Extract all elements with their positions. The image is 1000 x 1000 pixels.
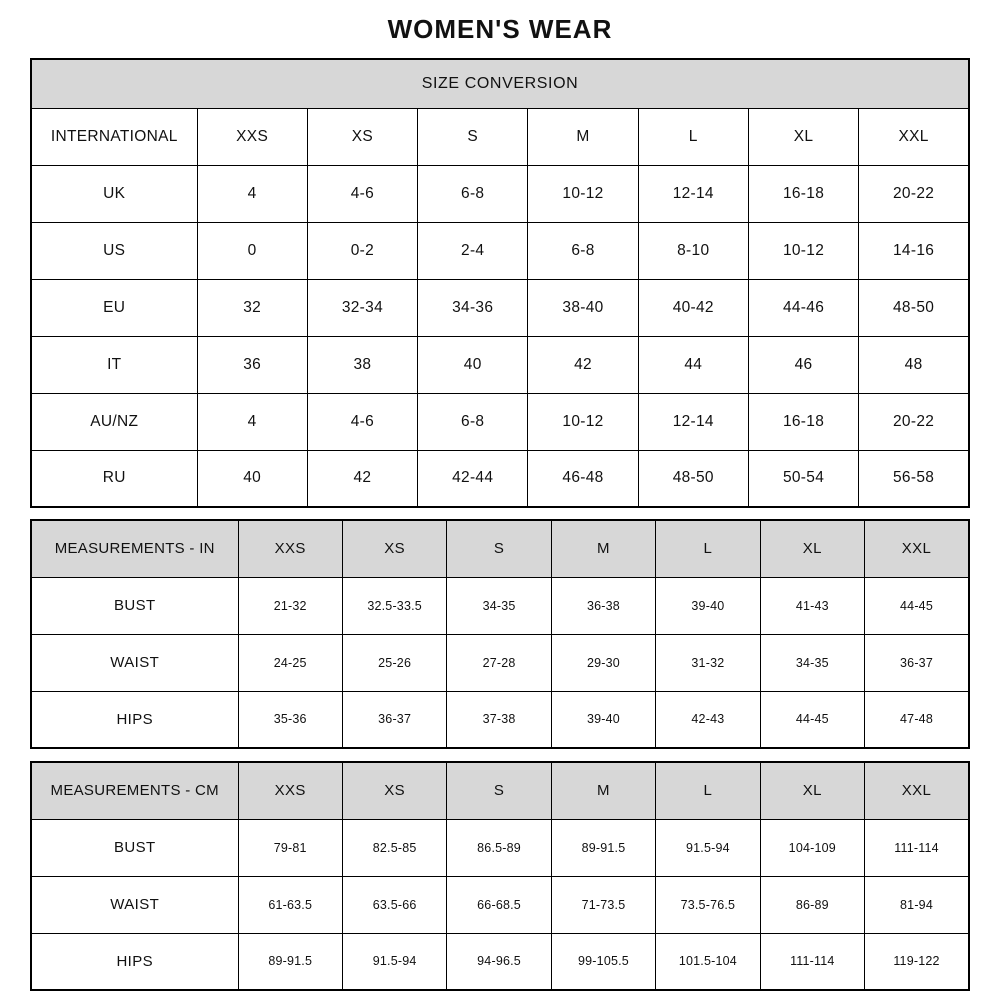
page-title: WOMEN'S WEAR: [387, 13, 613, 44]
size-header-cell: M: [528, 108, 638, 165]
table-row: [31, 336, 969, 393]
size-header-cell: S: [447, 520, 551, 577]
measurements-cm-table: [30, 761, 970, 991]
size-header-cell: XXL: [865, 520, 969, 577]
row-label-cell: HIPS: [31, 933, 238, 990]
table-row: [31, 393, 969, 450]
value-cell: 4: [197, 393, 307, 450]
value-cell: 4: [197, 165, 307, 222]
table-row: [31, 450, 969, 507]
value-cell: 48-50: [859, 279, 969, 336]
value-cell: 20-22: [859, 165, 969, 222]
size-header-cell: XL: [760, 762, 864, 819]
table-row: [31, 876, 969, 933]
value-cell: 81-94: [865, 876, 969, 933]
row-label-cell: BUST: [31, 819, 238, 876]
size-header-cell: XXL: [865, 762, 969, 819]
value-cell: 111-114: [865, 819, 969, 876]
size-conversion-header-row: [31, 108, 969, 165]
value-cell: 42: [307, 450, 417, 507]
table-row: [31, 222, 969, 279]
measurements-cm-title: MEASUREMENTS - CM: [31, 762, 238, 819]
value-cell: 39-40: [656, 577, 760, 634]
value-cell: 44-45: [865, 577, 969, 634]
size-header-cell: S: [418, 108, 528, 165]
value-cell: 42: [528, 336, 638, 393]
value-cell: 40-42: [638, 279, 748, 336]
value-cell: 50-54: [748, 450, 858, 507]
size-header-cell: S: [447, 762, 551, 819]
value-cell: 10-12: [748, 222, 858, 279]
value-cell: 40: [197, 450, 307, 507]
size-conversion-title: SIZE CONVERSION: [31, 59, 969, 108]
value-cell: 34-36: [418, 279, 528, 336]
value-cell: 40: [418, 336, 528, 393]
table-row: [31, 819, 969, 876]
value-cell: 10-12: [528, 165, 638, 222]
size-header-cell: XL: [760, 520, 864, 577]
value-cell: 44: [638, 336, 748, 393]
value-cell: 8-10: [638, 222, 748, 279]
value-cell: 32: [197, 279, 307, 336]
value-cell: 4-6: [307, 393, 417, 450]
size-header-cell: XXS: [197, 108, 307, 165]
value-cell: 99-105.5: [551, 933, 655, 990]
value-cell: 86-89: [760, 876, 864, 933]
value-cell: 89-91.5: [238, 933, 342, 990]
table-row: [31, 577, 969, 634]
value-cell: 25-26: [342, 634, 446, 691]
table-row: [31, 933, 969, 990]
value-cell: 71-73.5: [551, 876, 655, 933]
value-cell: 0: [197, 222, 307, 279]
table-row: [31, 634, 969, 691]
value-cell: 21-32: [238, 577, 342, 634]
value-cell: 66-68.5: [447, 876, 551, 933]
size-header-cell: XS: [342, 520, 446, 577]
value-cell: 24-25: [238, 634, 342, 691]
measurements-in-title: MEASUREMENTS - IN: [31, 520, 238, 577]
measurements-in-header-row: [31, 520, 969, 577]
row-label-cell: IT: [31, 336, 197, 393]
measurements-cm-header-row: [31, 762, 969, 819]
value-cell: 73.5-76.5: [656, 876, 760, 933]
value-cell: 29-30: [551, 634, 655, 691]
value-cell: 36-37: [865, 634, 969, 691]
value-cell: 91.5-94: [342, 933, 446, 990]
value-cell: 34-35: [760, 634, 864, 691]
value-cell: 0-2: [307, 222, 417, 279]
value-cell: 36: [197, 336, 307, 393]
value-cell: 101.5-104: [656, 933, 760, 990]
value-cell: 41-43: [760, 577, 864, 634]
value-cell: 34-35: [447, 577, 551, 634]
value-cell: 89-91.5: [551, 819, 655, 876]
value-cell: 111-114: [760, 933, 864, 990]
row-label-cell: UK: [31, 165, 197, 222]
value-cell: 12-14: [638, 393, 748, 450]
row-label-cell: WAIST: [31, 634, 238, 691]
size-header-cell: XS: [342, 762, 446, 819]
value-cell: 38-40: [528, 279, 638, 336]
value-cell: 56-58: [859, 450, 969, 507]
size-conversion-table: [30, 58, 970, 508]
value-cell: 82.5-85: [342, 819, 446, 876]
value-cell: 79-81: [238, 819, 342, 876]
size-header-cell: L: [656, 762, 760, 819]
value-cell: 39-40: [551, 691, 655, 748]
value-cell: 20-22: [859, 393, 969, 450]
value-cell: 38: [307, 336, 417, 393]
value-cell: 27-28: [447, 634, 551, 691]
value-cell: 36-38: [551, 577, 655, 634]
value-cell: 4-6: [307, 165, 417, 222]
value-cell: 32.5-33.5: [342, 577, 446, 634]
value-cell: 36-37: [342, 691, 446, 748]
value-cell: 46-48: [528, 450, 638, 507]
value-cell: 6-8: [528, 222, 638, 279]
value-cell: 119-122: [865, 933, 969, 990]
size-header-cell: XS: [307, 108, 417, 165]
size-header-cell: XXS: [238, 762, 342, 819]
value-cell: 6-8: [418, 165, 528, 222]
value-cell: 94-96.5: [447, 933, 551, 990]
value-cell: 86.5-89: [447, 819, 551, 876]
row-label-cell: AU/NZ: [31, 393, 197, 450]
value-cell: 16-18: [748, 165, 858, 222]
value-cell: 61-63.5: [238, 876, 342, 933]
value-cell: 63.5-66: [342, 876, 446, 933]
value-cell: 31-32: [656, 634, 760, 691]
value-cell: 12-14: [638, 165, 748, 222]
value-cell: 44-45: [760, 691, 864, 748]
size-header-cell: XL: [748, 108, 858, 165]
row-label-cell: WAIST: [31, 876, 238, 933]
row-label-cell: RU: [31, 450, 197, 507]
value-cell: 104-109: [760, 819, 864, 876]
row-label-cell: BUST: [31, 577, 238, 634]
value-cell: 46: [748, 336, 858, 393]
value-cell: 35-36: [238, 691, 342, 748]
size-header-cell: XXL: [859, 108, 969, 165]
value-cell: 42-43: [656, 691, 760, 748]
value-cell: 32-34: [307, 279, 417, 336]
value-cell: 47-48: [865, 691, 969, 748]
value-cell: 42-44: [418, 450, 528, 507]
value-cell: 14-16: [859, 222, 969, 279]
value-cell: 91.5-94: [656, 819, 760, 876]
table-row: [31, 279, 969, 336]
value-cell: 2-4: [418, 222, 528, 279]
size-header-cell: M: [551, 762, 655, 819]
value-cell: 6-8: [418, 393, 528, 450]
value-cell: 16-18: [748, 393, 858, 450]
international-header-cell: INTERNATIONAL: [31, 108, 197, 165]
row-label-cell: US: [31, 222, 197, 279]
size-header-cell: L: [638, 108, 748, 165]
value-cell: 48-50: [638, 450, 748, 507]
value-cell: 37-38: [447, 691, 551, 748]
value-cell: 44-46: [748, 279, 858, 336]
size-header-cell: L: [656, 520, 760, 577]
table-row: [31, 691, 969, 748]
value-cell: 10-12: [528, 393, 638, 450]
size-conversion-title-row: [31, 59, 969, 108]
size-header-cell: XXS: [238, 520, 342, 577]
measurements-in-table: [30, 519, 970, 749]
row-label-cell: EU: [31, 279, 197, 336]
table-row: [31, 165, 969, 222]
size-header-cell: M: [551, 520, 655, 577]
value-cell: 48: [859, 336, 969, 393]
row-label-cell: HIPS: [31, 691, 238, 748]
